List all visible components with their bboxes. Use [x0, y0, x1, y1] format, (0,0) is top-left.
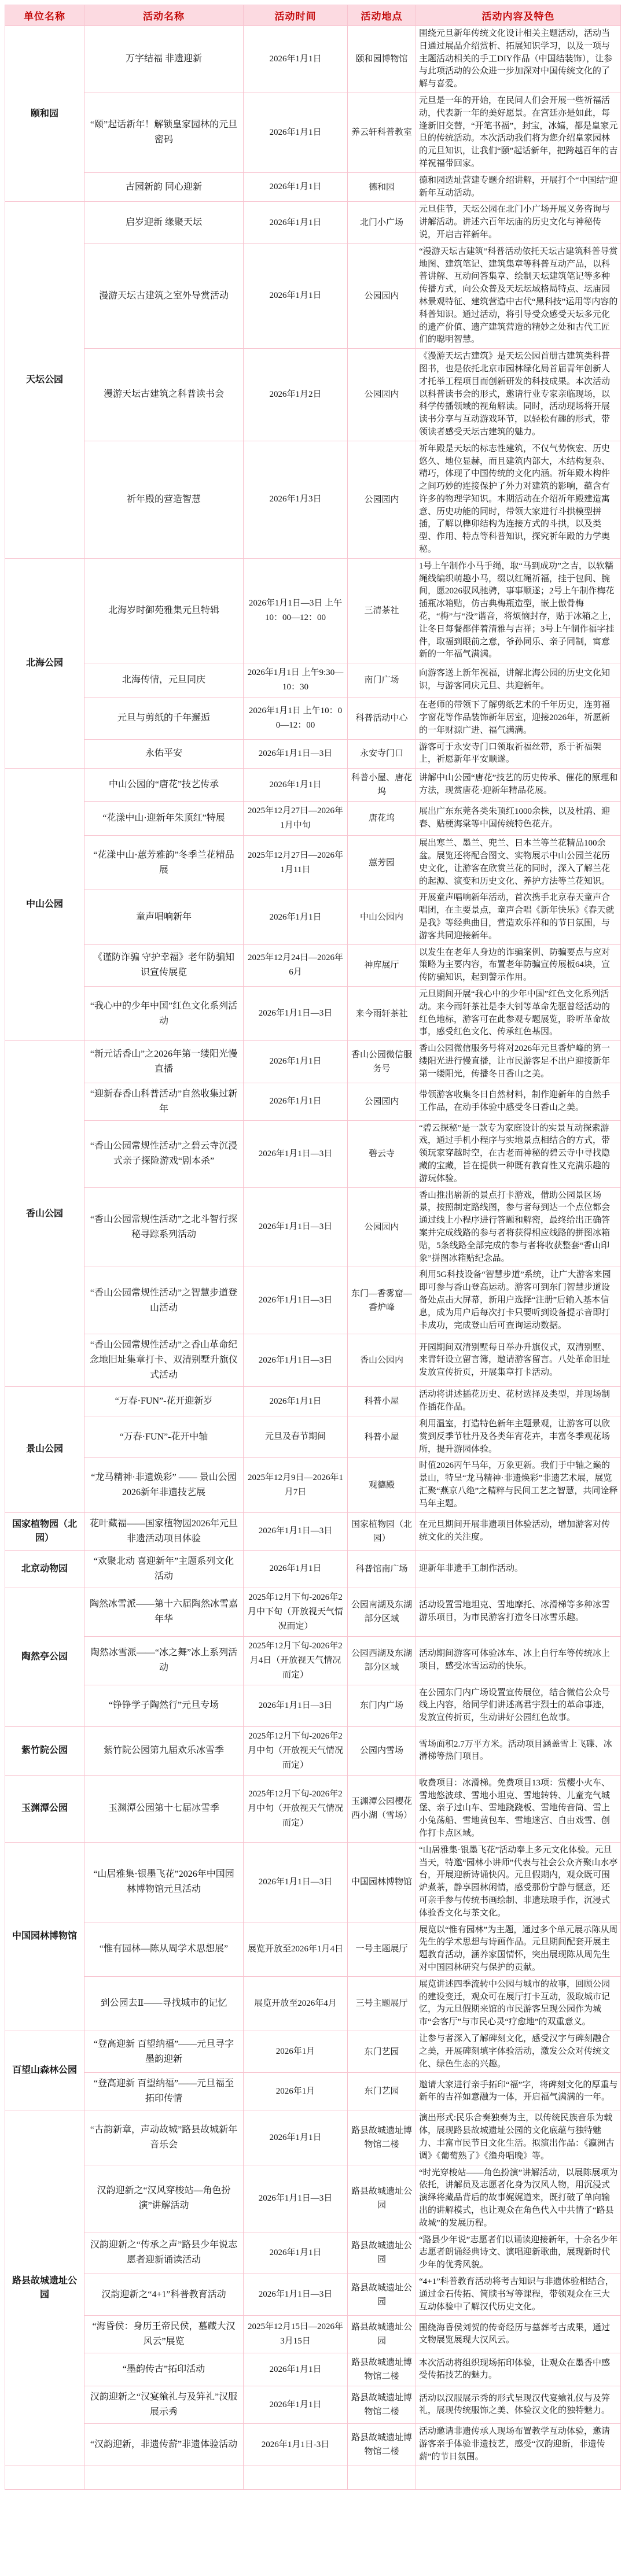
time-cell: 2026年1月1日—3日	[244, 2165, 348, 2232]
description-cell: 迎新年非遗手工制作活动。	[416, 1550, 621, 1588]
unit-cell: 国家植物园（北园）	[5, 1512, 84, 1550]
empty-cell	[244, 2466, 348, 2489]
location-cell: 东门—香雾窟—香炉峰	[348, 1267, 416, 1334]
table-row	[5, 2386, 621, 2424]
time-cell: 2026年1月1日	[244, 890, 348, 944]
unit-cell: 玉渊潭公园	[5, 1775, 84, 1842]
description-cell: 收费项目：冰滑梯。免费项目13项：赏樱小火车、雪地悠波球、雪地小坦克、雪地转转、儿童充气城堡、亲子过山车、雪地跷跷板、雪地传音筒、雪上小兔荡船、雪地黄包车、雪地迷宫、自由戏雪、创作打卡点区域。	[416, 1775, 621, 1842]
table-row	[5, 1120, 621, 1187]
activity-name-cell: “花漾中山·蕙芳雅韵”冬季兰花精品展	[84, 836, 244, 890]
activity-name-cell: “迎新春香山科普活动”自然收集过新年	[84, 1083, 244, 1120]
unit-cell: 中国园林博物馆	[5, 1842, 84, 2031]
unit-cell: 北海公园	[5, 558, 84, 768]
table-row	[5, 802, 621, 836]
table-row	[5, 739, 621, 769]
activity-name-cell: 汉韵迎新之“汉风穿梭站—角色扮演”讲解活动	[84, 2165, 244, 2232]
time-cell: 2026年1月1日	[244, 1041, 348, 1083]
table-row	[5, 769, 621, 802]
location-cell: 三清茶社	[348, 558, 416, 663]
time-cell: 2026年1月1日 上午10：00—12：00	[244, 697, 348, 739]
activity-name-cell: “香山公园常规性活动”之北斗智行探秘寻踪系列活动	[84, 1187, 244, 1267]
description-cell: “碧云探秘”是一款专为家庭设计的实景互动探索游戏，通过手机小程序与实地景点相结合的方式，带领玩家穿越时空，在古老而神秘的碧云寺中寻找隐藏的宝藏，旨在提供一种既有教育性又充满乐趣的游玩体验。	[416, 1120, 621, 1187]
location-cell: 香山公园内	[348, 1334, 416, 1387]
activity-name-cell: “香山公园常规性活动”之香山革命纪念地旧址集章打卡、双清别墅升旗仪式活动	[84, 1334, 244, 1387]
activity-name-cell: “登高迎新 百望纳福”——元旦寻字 墨韵迎新	[84, 2031, 244, 2073]
location-cell: 神库展厅	[348, 944, 416, 986]
activity-name-cell: “惟有园林—陈从周学术思想展”	[84, 1922, 244, 1976]
time-cell: 2026年1月1日—3日	[244, 1842, 348, 1922]
time-cell: 2026年1月1日—3日	[244, 1334, 348, 1387]
table-row	[5, 26, 621, 93]
activity-name-cell: 古园新韵 同心迎新	[84, 172, 244, 202]
time-cell: 2025年12月下旬-2026年2月4日（开放视天气情况而定）	[244, 1636, 348, 1685]
description-cell: 活动以汉服展示秀的形式呈现汉代宴飨礼仪与及笄礼，展现传统服饰之美、体验汉文化的独特魅力。	[416, 2386, 621, 2424]
events-table	[5, 5, 621, 2490]
activity-name-cell: 万字结福 非遗迎新	[84, 26, 244, 93]
description-cell: 向游客送上新年祝福，讲解北海公园的历史文化知识，与游客同庆元旦、共迎新年。	[416, 663, 621, 697]
table-row	[5, 697, 621, 739]
table-row	[5, 987, 621, 1041]
table-row	[5, 441, 621, 558]
activity-name-cell: 漫游天坛古建筑之科普读书会	[84, 349, 244, 441]
location-cell: 路县故城遗址公园	[348, 2232, 416, 2274]
table-row	[5, 172, 621, 202]
description-cell: 展览讲述四季流转中公园与城市的故事，回顾公园的建设变迁，观众可在展厅打卡互动，汲取城市记忆，为元旦假期来馆的市民游客呈现公园作为城市“会客厅”与市民心灵“疗愈地”的双重意义。	[416, 1976, 621, 2031]
description-cell: 活动将讲述插花历史、花材选择及类型，并现场制作插花作品。	[416, 1387, 621, 1416]
table-row	[5, 1334, 621, 1387]
description-cell: “漫游天坛古建筑”科普活动依托天坛古建筑科普导赏地图、建筑笔记、建筑集章等科普互动产品，以科普讲解、互动问答集章、绘制天坛建筑笔记等多种传播方式，向公众普及天坛坛域格局特点、坛庙园林景观特征、建筑营造中古代“黑科技”运用等内容的科普知识。通过活动，将引导受众感受天坛多元化的遗产价值、遗产建筑营造的精妙之处和古代工匠们的聪明智慧。	[416, 243, 621, 348]
activity-name-cell: 花叶藏福——国家植物园2026年元旦非遗活动项目体验	[84, 1512, 244, 1550]
unit-cell: 天坛公园	[5, 202, 84, 559]
description-cell: 元旦佳节，天坛公园在北门小广场开展义务咨询与讲解活动。讲述六百年坛庙的历史文化与神秘传说，开启吉祥新年。	[416, 202, 621, 243]
empty-cell	[348, 2466, 416, 2489]
description-cell: 利用温室，打造特色新年主题景观，让游客可以欣赏到反季节牡丹及各类年宵花卉，丰富冬季观花场所，提升游园体验。	[416, 1416, 621, 1457]
activity-name-cell: 汉韵迎新之“汉宴飨礼与及笄礼”汉服展示秀	[84, 2386, 244, 2424]
table-row	[5, 1512, 621, 1550]
unit-cell: 颐和园	[5, 26, 84, 202]
location-cell: 国家植物园（北园）	[348, 1512, 416, 1550]
table-row	[5, 2274, 621, 2315]
unit-cell: 北京动物园	[5, 1550, 84, 1588]
table-row	[5, 944, 621, 986]
time-cell: 元旦及春节期间	[244, 1416, 348, 1457]
table-row	[5, 558, 621, 663]
activity-name-cell: 北海传情，元旦同庆	[84, 663, 244, 697]
time-cell: 2026年1月1日—3日	[244, 1512, 348, 1550]
time-cell: 2026年1月1日	[244, 243, 348, 348]
time-cell: 2025年12月下旬-2026年2月中旬（开放视天气情况而定）	[244, 1726, 348, 1775]
unit-cell: 香山公园	[5, 1041, 84, 1387]
location-cell: 公园园内	[348, 441, 416, 558]
description-cell: 展览以“惟有园林”为主题，通过多个单元展示陈从周先生的学术思想与诗画作品。元旦期间配套开展主题教育活动，涵养家国情怀，突出展现陈从周先生对中国园林研究与保护的贡献。	[416, 1922, 621, 1976]
time-cell: 展览开放至2026年1月4日	[244, 1922, 348, 1976]
table-row	[5, 243, 621, 348]
description-cell: 在元旦期间开展非遗项目体验活动，增加游客对传统文化的关注度。	[416, 1512, 621, 1550]
activity-name-cell: “汉韵迎新，非遗传薪”非遗体验活动	[84, 2424, 244, 2466]
table-row	[5, 1041, 621, 1083]
unit-cell: 路县故城遗址公园	[5, 2110, 84, 2466]
activity-name-cell: “香山公园常规性活动”之碧云寺沉浸式亲子探险游戏“剧本杀”	[84, 1120, 244, 1187]
description-cell: 活动邀请非遗传承人现场布置教学互动体验，邀请游客亲手体验非遗技艺，感受“汉韵迎新，非遗传薪”的节日氛围。	[416, 2424, 621, 2466]
header-cell: 活动时间	[244, 5, 348, 26]
table-row	[5, 1636, 621, 1685]
location-cell: 公园内雪场	[348, 1726, 416, 1775]
description-cell: 开展童声唱响新年活动，首次携手北京春天童声合唱团，在主要景点，童声合唱《新年快乐》《春天就是我》等经典曲目，营造欢乐祥和的节日氛围，与游客共同迎接新年。	[416, 890, 621, 944]
activity-name-cell: 《谨防诈骗 守护幸福》老年防骗知识宣传展览	[84, 944, 244, 986]
location-cell: 公园园内	[348, 1187, 416, 1267]
time-cell: 2025年12月27日—2026年1月中旬	[244, 802, 348, 836]
location-cell: 南门广场	[348, 663, 416, 697]
activity-name-cell: “欢聚北动 喜迎新年”主题系列文化活动	[84, 1550, 244, 1588]
description-cell: “路县少年说”志愿者们以诵读迎接新年，十余名少年志愿者朗诵经典诗文、演唱迎新歌曲，展现新时代少年的优秀风貌。	[416, 2232, 621, 2274]
time-cell: 2025年12月15日—2026年3月15日	[244, 2316, 348, 2353]
location-cell: 路县故城遗址博物馆二楼	[348, 2110, 416, 2165]
unit-cell: 紫竹院公园	[5, 1726, 84, 1775]
location-cell: 东门艺园	[348, 2031, 416, 2073]
time-cell: 2026年1月1日	[244, 1083, 348, 1120]
activity-name-cell: “墨韵传古”拓印活动	[84, 2353, 244, 2386]
location-cell: 路县故城遗址博物馆二楼	[348, 2424, 416, 2466]
description-cell: 讲解中山公园“唐花”技艺的历史传承、催花的原理和方法，现赏唐花·迎新年精品花展。	[416, 769, 621, 802]
activity-name-cell: 元旦与剪纸的千年邂逅	[84, 697, 244, 739]
location-cell: 德和园	[348, 172, 416, 202]
time-cell: 2026年1月1日	[244, 93, 348, 172]
location-cell: 中国园林博物馆	[348, 1842, 416, 1922]
location-cell: 公园南湖及东湖部分区域	[348, 1588, 416, 1636]
location-cell: 三号主题展厅	[348, 1976, 416, 2031]
time-cell: 2026年1月1日	[244, 26, 348, 93]
description-cell: 1号上午制作小马手绳，取“马到成功”之吉，以软糯绳线编织萌趣小马，缀以红绳祈福，挂于包间、腕间，愿2026驭风驰骋，事事顺遂；2号上午制作梅花插瓶冰箱贴，仿古典梅瓶造型，嵌上傲骨梅花，“梅”与“没”谐音，将烦恼封存，贴于冰箱之上，让冬日每餐都伴着清雅与吉祥；3号上午制作福字挂件，取福到眼前之意，爷孙同乐、亲子同制，寓意新的一年福气满满。	[416, 558, 621, 663]
activity-name-cell: “海昏侯：身历王帝民侯，墓藏大汉风云”展览	[84, 2316, 244, 2353]
location-cell: 养云轩科普教室	[348, 93, 416, 172]
time-cell: 展览开放至2026年4月	[244, 1976, 348, 2031]
activity-name-cell: 汉韵迎新之“传承之声”路县少年说志愿者迎新诵读活动	[84, 2232, 244, 2274]
activity-name-cell: “新元话香山”之2026年第一缕阳光慢直播	[84, 1041, 244, 1083]
description-cell: 展出广东东莞各类朱顶红1000余株，以及杜鹃、迎春、贴梗海棠等中国传统特色花卉。	[416, 802, 621, 836]
description-cell: 在老师的带领下了解剪纸艺术的千年历史，连剪福字窗花等作品装饰新年居室，迎接2026年，祈愿新的一年财源广进、福气满满。	[416, 697, 621, 739]
header-cell: 活动内容及特色	[416, 5, 621, 26]
activity-name-cell: 紫竹院公园第九届欢乐冰雪季	[84, 1726, 244, 1775]
activity-name-cell: 童声唱响新年	[84, 890, 244, 944]
description-cell: 《漫游天坛古建筑》是天坛公园首册古建筑类科普图书，也是依托北京市园林绿化局首届青年创新人才托举工程项目而创新研发的科技成果。本次活动以科普读书会的形式，邀请行业专家亲临现场，以科学传播领域的视角解读。同时，活动现场将开展读书分享与互动游戏环节，以轻松有趣的形式，带领读者感受天坛古建筑的魅力。	[416, 349, 621, 441]
location-cell: 科普小屋	[348, 1387, 416, 1416]
description-cell: 在公园东门内广场设置宣传展位，结合微信公众号线上内容，给同学们讲述高君宇烈士的革命事迹，发放宣传折页，生动讲好公园红色故事。	[416, 1685, 621, 1726]
activity-name-cell: 到公园去Ⅱ——寻找城市的记忆	[84, 1976, 244, 2031]
activity-name-cell: 汉韵迎新之“4+1”科普教育活动	[84, 2274, 244, 2315]
activity-name-cell: “万春·FUN”-花开中轴	[84, 1416, 244, 1457]
location-cell: 公园西湖及东湖部分区域	[348, 1636, 416, 1685]
activity-name-cell: 漫游天坛古建筑之室外导赏活动	[84, 243, 244, 348]
table-row	[5, 202, 621, 243]
time-cell: 2026年1月1日 上午9:30—10：30	[244, 663, 348, 697]
description-cell: 祈年殿是天坛的标志性建筑，不仅气势恢宏、历史悠久、地位显赫，而且建筑内部大，木结构复杂、精巧，体现了中国传统的文化内涵。祈年殿木构件之间巧妙的连接保护了外力对建筑的影响，蕴含有许多的物理学知识。本期活动在介绍祈年殿建造寓意、历史功能的同时，带领大家进行斗拱模型拼插，了解以榫卯结构为连接方式的斗拱，以及类型、作用、特点等科普知识，探究祈年殿的力学奥秘。	[416, 441, 621, 558]
activity-name-cell: 祈年殿的营造智慧	[84, 441, 244, 558]
time-cell: 2026年1月	[244, 2073, 348, 2110]
location-cell: 观德殿	[348, 1458, 416, 1512]
activity-name-cell: “铮铮学子陶然行”元旦专场	[84, 1685, 244, 1726]
table-row	[5, 1976, 621, 2031]
time-cell: 2026年1月1日—3日	[244, 739, 348, 769]
description-cell: 让参与者深入了解碑刻文化，感受汉字与碑刻融合之美，开展碑刻填字体验活动，激发公众对传统文化、绿色生态的兴趣。	[416, 2031, 621, 2073]
activity-name-cell: “我心中的少年中国”红色文化系列活动	[84, 987, 244, 1041]
time-cell: 2026年1月1日—3日	[244, 1267, 348, 1334]
description-cell: “山居雅集·银墨飞花”活动奉上多元文化体验。元旦当天，特邀“园林小讲师”代表与社会公众齐聚山水亭台，开展迎新诗诵快闪。元旦假期内，观众既可围炉煮茶，静享园林闲情，感受那份宁静与惬意，还可亲手参与传统书画绘制、非遗珐琅手作，沉浸式体验香文化与茶文化。	[416, 1842, 621, 1922]
table-row	[5, 1726, 621, 1775]
location-cell: 公园园内	[348, 349, 416, 441]
description-cell: 利用5G科技设备“智慧步道”系统，让广大游客来园即可参与香山登高运动。游客可到东门智慧步道设备处点击大屏幕，新用户选择“注册”后输入基本信息，成为用户后每次打卡只要听到设备提示音即打卡成功，完成登山后可查询运动数据。	[416, 1267, 621, 1334]
table-row	[5, 1387, 621, 1416]
table-row	[5, 2165, 621, 2232]
activity-name-cell: “万春·FUN”-花开迎新岁	[84, 1387, 244, 1416]
time-cell: 2026年1月1日—3日	[244, 1685, 348, 1726]
time-cell: 2026年1月1日	[244, 172, 348, 202]
activity-name-cell: 中山公园的“唐花”技艺传承	[84, 769, 244, 802]
location-cell: 一号主题展厅	[348, 1922, 416, 1976]
time-cell: 2026年1月1日-3日	[244, 2424, 348, 2466]
location-cell: 路县故城遗址公园	[348, 2274, 416, 2315]
empty-cell	[5, 2466, 84, 2489]
table-row	[5, 2424, 621, 2466]
table-row	[5, 2073, 621, 2110]
location-cell: 科普馆南广场	[348, 1550, 416, 1588]
activity-name-cell: 启岁迎新 缘聚天坛	[84, 202, 244, 243]
table-row	[5, 663, 621, 697]
events-table-body	[5, 26, 621, 2490]
description-cell: 带领游客收集冬日自然材料，制作迎新年的自然手工作品，在动手体验中感受冬日香山之美。	[416, 1083, 621, 1120]
location-cell: 东门内广场	[348, 1685, 416, 1726]
description-cell: 雪场面积2.7万平方米。活动项目涵盖雪上飞碟、冰滑梯等热门项目。	[416, 1726, 621, 1775]
table-row	[5, 1550, 621, 1588]
table-row	[5, 1187, 621, 1267]
description-cell: 以发生在老年人身边的诈骗案例、防骗要点与应对策略为主要内容，布置老年防骗宣传展板64块，宣传防骗知识，起到警示作用。	[416, 944, 621, 986]
location-cell: 唐花坞	[348, 802, 416, 836]
description-cell: 游客可于永安寺门口领取祈福丝带，系于祈福架上，祈愿新年平安顺遂。	[416, 739, 621, 769]
time-cell: 2026年1月1日	[244, 2353, 348, 2386]
description-cell: 时值2026丙午马年，万象更新。我们于中轴之巅的景山，特呈“龙马精神·非遗焕彩”非遗艺术展，展览汇聚“燕京八绝”之精粹与民间工艺之智慧，共同诠释马年主题。	[416, 1458, 621, 1512]
description-cell: 香山推出崭新的景点打卡游戏，借助公园景区场景，按照制定路线图，参与者每到达一个点位都会通过线上小程序进行答题和解密，最终给出正确答案并完成线路的参与者将获得相应线路的拼图冰箱贴，5条线路全部完成的参与者将收获整套“香山印象”拼图冰箱贴纪念品。	[416, 1187, 621, 1267]
description-cell: 围绕海昏侯刘贺的传奇经历与墓葬考古成果，通过文物展览展现大汉风云。	[416, 2316, 621, 2353]
table-row	[5, 1083, 621, 1120]
table-row	[5, 1775, 621, 1842]
time-cell: 2026年1月1日	[244, 2386, 348, 2424]
location-cell: 科普活动中心	[348, 697, 416, 739]
time-cell: 2026年1月	[244, 2031, 348, 2073]
empty-cell	[416, 2466, 621, 2489]
time-cell: 2025年12月9日—2026年1月7日	[244, 1458, 348, 1512]
description-cell: 香山公园微信服务号将对2026年元旦香炉峰的第一缕阳光进行慢直播，让市民游客足不出户迎接新年第一缕阳光，传播冬日香山之美。	[416, 1041, 621, 1083]
table-row	[5, 1588, 621, 1636]
description-cell: 演出形式:民乐合奏独奏为主，以传统民族音乐为载体，展现路县故城遗址公园的文化底蕴与独特魅力、丰富市民节日文化生活。拟演出作品：《瀛洲古调》《葡萄熟了》《渔舟唱晚》等。	[416, 2110, 621, 2165]
location-cell: 颐和园博物馆	[348, 26, 416, 93]
activity-name-cell: 玉渊潭公园第十七届冰雪季	[84, 1775, 244, 1842]
activity-name-cell: 陶然冰雪派——“冰之舞”冰上系列活动	[84, 1636, 244, 1685]
table-row	[5, 1922, 621, 1976]
activity-name-cell: “香山公园常规性活动”之智慧步道登山活动	[84, 1267, 244, 1334]
table-row	[5, 93, 621, 172]
location-cell: 香山公园微信服务号	[348, 1041, 416, 1083]
location-cell: 公园园内	[348, 243, 416, 348]
activity-name-cell: “登高迎新 百望纳福”——元旦福至 拓印传情	[84, 2073, 244, 2110]
time-cell: 2026年1月1日	[244, 769, 348, 802]
empty-row	[5, 2466, 621, 2489]
time-cell: 2026年1月1日	[244, 1550, 348, 1588]
activity-name-cell: “颐”起话新年！解锁皇家园林的元旦密码	[84, 93, 244, 172]
time-cell: 2025年12月24日—2026年6月	[244, 944, 348, 986]
activity-name-cell: 永佑平安	[84, 739, 244, 769]
location-cell: 中山公园内	[348, 890, 416, 944]
description-cell: 活动期间游客可体验冰车、冰上自行车等传统冰上项目，感受冰雪运动的快乐。	[416, 1636, 621, 1685]
location-cell: 路县故城遗址公园	[348, 2165, 416, 2232]
location-cell: 玉渊潭公园樱花西小湖（雪场）	[348, 1775, 416, 1842]
location-cell: 路县故城遗址博物馆二楼	[348, 2353, 416, 2386]
description-cell: 本次活动将组织现场拓印体验，让观众在墨香中感受传拓技艺的魅力。	[416, 2353, 621, 2386]
unit-cell: 陶然亭公园	[5, 1588, 84, 1726]
location-cell: 永安寺门口	[348, 739, 416, 769]
time-cell: 2026年1月1日	[244, 1387, 348, 1416]
description-cell: 活动设置雪地坦克、雪地摩托、冰滑梯等多种冰雪游乐项目，为市民游客打造冬日冰雪乐趣。	[416, 1588, 621, 1636]
time-cell: 2026年1月1日—3日 上午10：00—12：00	[244, 558, 348, 663]
activity-name-cell: “龙马精神·非遗焕彩” —— 景山公园2026新年非遗技艺展	[84, 1458, 244, 1512]
activity-name-cell: “山居雅集·银墨飞花”2026年中国园林博物馆元旦活动	[84, 1842, 244, 1922]
activity-name-cell: “花漾中山·迎新年朱顶红”特展	[84, 802, 244, 836]
time-cell: 2026年1月1日—3日	[244, 1187, 348, 1267]
empty-cell	[84, 2466, 244, 2489]
location-cell: 路县故城遗址公园	[348, 2316, 416, 2353]
time-cell: 2026年1月3日	[244, 441, 348, 558]
header-cell: 活动名称	[84, 5, 244, 26]
time-cell: 2025年12月下旬-2026年2月中旬（开放视天气情况而定）	[244, 1775, 348, 1842]
location-cell: 科普小屋	[348, 1416, 416, 1457]
location-cell: 碧云寺	[348, 1120, 416, 1187]
unit-cell: 百望山森林公园	[5, 2031, 84, 2110]
location-cell: 北门小广场	[348, 202, 416, 243]
header-row	[5, 5, 621, 26]
table-row	[5, 1842, 621, 1922]
description-cell: 邀请大家进行亲手拓印“福”字，将碑刻文化的厚重与新年的吉祥如意融为一体，开启福气满满的一年。	[416, 2073, 621, 2110]
table-row	[5, 1416, 621, 1457]
table-row	[5, 1267, 621, 1334]
unit-cell: 景山公园	[5, 1387, 84, 1512]
table-row	[5, 2316, 621, 2353]
activity-name-cell: “古韵新章，声动故城”路县故城新年音乐会	[84, 2110, 244, 2165]
time-cell: 2025年12月27日—2026年1月11日	[244, 836, 348, 890]
table-row	[5, 1458, 621, 1512]
header-cell: 单位名称	[5, 5, 84, 26]
time-cell: 2026年1月1日	[244, 2232, 348, 2274]
table-row	[5, 890, 621, 944]
location-cell: 科普小屋、唐花坞	[348, 769, 416, 802]
table-row	[5, 2232, 621, 2274]
time-cell: 2026年1月2日	[244, 349, 348, 441]
description-cell: 元旦是一年的开始，在民间人们会开展一些祈福活动，代表新一年的美好愿景。在宫廷亦是如此，每逢新旧交替，“开笔书福”，封宝，冰嬉，都是皇家元旦的传统活动。本次活动我们将为您介绍皇家园林的元旦知识，让我们“颐”起话新年，把跨越百年的吉祥祝福带回家。	[416, 93, 621, 172]
table-row	[5, 836, 621, 890]
location-cell: 东门艺园	[348, 2073, 416, 2110]
description-cell: 德和园选址营建专题介绍讲解，开展打个“中国结”迎新年互动活动。	[416, 172, 621, 202]
header-cell: 活动地点	[348, 5, 416, 26]
description-cell: “4+1”科普教育活动将考古知识与非遗体验相结合，通过金石传拓、简牍书写等课程，带领观众在三大互动体验中了解汉代历史文化。	[416, 2274, 621, 2315]
time-cell: 2025年12月下旬-2026年2月中下旬（开放视天气情况而定）	[244, 1588, 348, 1636]
table-row	[5, 2110, 621, 2165]
description-cell: 开园期间双清别墅每日举办升旗仪式，双清别墅、来青轩设立留言簿，邀请游客留言。八处革命旧址发放宣传折页，开展集章打卡活动。	[416, 1334, 621, 1387]
description-cell: “时光穿梭站——角色扮演”讲解活动，以展陈展项为依托，讲解员及志愿者化身为汉风人物，用沉浸式演绎将藏品背后的故事娓娓道来，既打破了单向输出的讲解模式，也让观众在角色代入中共情了“路县故城”的发展历程。	[416, 2165, 621, 2232]
time-cell: 2026年1月1日	[244, 2110, 348, 2165]
time-cell: 2026年1月1日—3日	[244, 1120, 348, 1187]
time-cell: 2026年1月1日—3日	[244, 2274, 348, 2315]
location-cell: 蕙芳园	[348, 836, 416, 890]
table-row	[5, 2031, 621, 2073]
location-cell: 公园园内	[348, 1083, 416, 1120]
table-row	[5, 2353, 621, 2386]
location-cell: 路县故城遗址博物馆二楼	[348, 2386, 416, 2424]
activity-name-cell: 陶然冰雪派——第十六届陶然冰雪嘉年华	[84, 1588, 244, 1636]
time-cell: 2026年1月1日	[244, 202, 348, 243]
description-cell: 围绕元旦新年传统文化设计相关主题活动，活动当日通过展品介绍赏析、拓展知识学习，以及一项与主题活动相关的手工DIY作品（中国结装饰），让参与此项活动的公众进一步加深对中国传统文化的了解与喜爱。	[416, 26, 621, 93]
activity-name-cell: 北海岁时御苑雅集元旦特辑	[84, 558, 244, 663]
description-cell: 展出寒兰、墨兰、兜兰、日本兰等兰花精品100余盆。展览还将配合图文、实物展示中山公园兰花历史文化，让游客在欣赏兰花的同时，深入了解兰花的起源、演变和历史文化、养护方法等兰花知识。	[416, 836, 621, 890]
table-row	[5, 1685, 621, 1726]
location-cell: 来今雨轩茶社	[348, 987, 416, 1041]
time-cell: 2026年1月1日—3日	[244, 987, 348, 1041]
description-cell: 元旦期间开展“我心中的少年中国”红色文化系列活动。来今雨轩茶社是李大钊等革命先驱曾经活动的红色地标，游客可在此参观专题展览，聆听革命故事，感受红色文化、传承红色基因。	[416, 987, 621, 1041]
unit-cell: 中山公园	[5, 769, 84, 1041]
table-row	[5, 349, 621, 441]
